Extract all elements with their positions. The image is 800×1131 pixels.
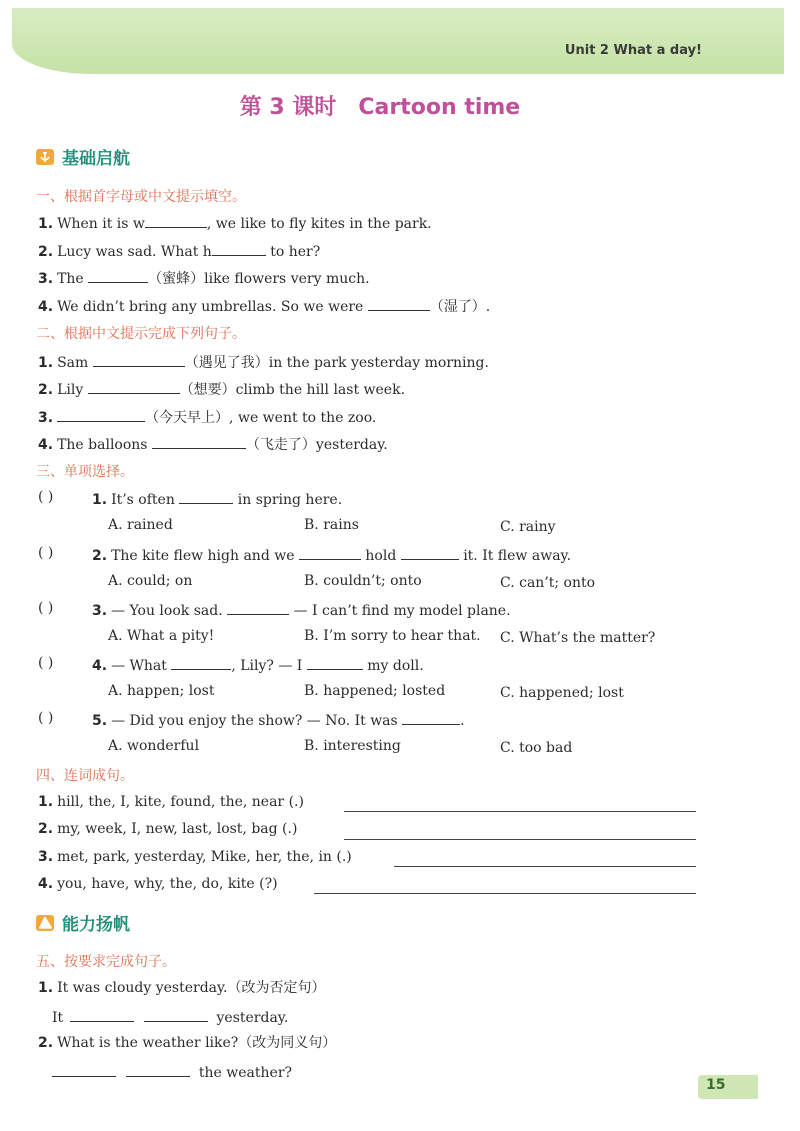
page-number-tab [698,1075,758,1099]
answer-paren[interactable]: ( ) [38,600,54,616]
fill-blank[interactable] [144,1007,208,1022]
question-stem: 3. — You look sad. — I can’t find my model plane. [92,600,511,620]
part4-heading: 四、连词成句。 [36,768,134,784]
lesson-name: Cartoon time [358,95,521,120]
answer-paren[interactable]: ( ) [38,710,54,726]
option-a[interactable]: A. could; on [108,573,193,589]
option-a[interactable]: A. What a pity! [108,628,215,644]
fill-blank[interactable] [145,213,207,228]
option-a[interactable]: A. wonderful [108,738,200,754]
header-band [12,8,784,74]
section-basic: 基础启航 [36,144,130,169]
question-stem: 5. — Did you enjoy the show? — No. It was . [92,710,465,730]
reorder-item: 2. my, week, I, new, last, lost, bag (.) [38,821,298,837]
part2-heading: 二、根据中文提示完成下列句子。 [36,326,246,342]
option-a[interactable]: A. rained [108,517,173,533]
anchor-icon [36,148,56,166]
part1-item: 1. When it is w , we like to fly kites in the park. [38,213,432,233]
question-stem: 1. It’s often in spring here. [92,489,342,509]
question-stem: 4. — What , Lily? — I my doll. [92,655,424,675]
part1-item: 3. The （蜜蜂）like flowers very much. [38,268,370,288]
part1-heading: 一、根据首字母或中文提示填空。 [36,189,246,205]
reorder-item: 1. hill, the, I, kite, found, the, near (.) [38,794,304,810]
fill-blank[interactable] [52,1062,116,1077]
option-b[interactable]: B. rains [304,517,359,533]
part5-answer: It yesterday. [52,1007,288,1027]
part5-question: 2. What is the weather like?（改为同义句） [38,1035,337,1051]
part2-item: 1. Sam （遇见了我）in the park yesterday morning. [38,352,489,372]
fill-blank[interactable] [179,489,233,504]
fill-blank[interactable] [401,545,459,560]
part2-item: 2. Lily （想要）climb the hill last week. [38,379,405,399]
option-b[interactable]: B. interesting [304,738,401,754]
fill-blank[interactable] [299,545,361,560]
option-c[interactable]: C. What’s the matter? [500,630,656,646]
part1-item: 4. We didn’t bring any umbrellas. So we were （湿了）. [38,296,490,316]
part2-item: 4. The balloons （飞走了）yesterday. [38,434,388,454]
fill-blank[interactable] [227,600,289,615]
fill-blank[interactable] [57,407,145,422]
part5-heading: 五、按要求完成句子。 [36,954,176,970]
unit-label: Unit 2 What a day! [564,43,702,58]
answer-paren[interactable]: ( ) [38,489,54,505]
option-c[interactable]: C. happened; lost [500,685,624,701]
part5-answer: the weather? [52,1062,292,1082]
fill-blank[interactable] [70,1007,134,1022]
fill-blank[interactable] [93,352,185,367]
sail-icon [36,914,56,932]
question-stem: 2. The kite flew high and we hold it. It flew away. [92,545,571,565]
answer-line[interactable] [314,893,696,894]
option-c[interactable]: C. can’t; onto [500,575,596,591]
fill-blank[interactable] [368,296,430,311]
part1-item: 2. Lucy was sad. What h to her? [38,241,320,261]
answer-line[interactable] [394,866,696,867]
option-c[interactable]: C. rainy [500,519,556,535]
lesson-title [0,90,760,121]
option-a[interactable]: A. happen; lost [108,683,215,699]
fill-blank[interactable] [171,655,231,670]
fill-blank[interactable] [402,710,460,725]
answer-paren[interactable]: ( ) [38,545,54,561]
answer-line[interactable] [344,839,696,840]
option-b[interactable]: B. couldn’t; onto [304,573,422,589]
reorder-item: 4. you, have, why, the, do, kite (?) [38,876,278,892]
page-number: 15 [706,1077,726,1093]
fill-blank[interactable] [152,434,246,449]
option-c[interactable]: C. too bad [500,740,573,756]
fill-blank[interactable] [307,655,363,670]
section-ability: 能力扬帆 [36,910,130,935]
fill-blank[interactable] [88,268,148,283]
part5-question: 1. It was cloudy yesterday.（改为否定句） [38,980,326,996]
part3-heading: 三、单项选择。 [36,464,134,480]
lesson-number: 第 3 课时 [239,95,337,120]
part2-item: 3. （今天早上）, we went to the zoo. [38,407,376,427]
fill-blank[interactable] [88,379,180,394]
answer-paren[interactable]: ( ) [38,655,54,671]
fill-blank[interactable] [212,241,266,256]
fill-blank[interactable] [126,1062,190,1077]
option-b[interactable]: B. happened; losted [304,683,446,699]
option-b[interactable]: B. I’m sorry to hear that. [304,628,481,644]
answer-line[interactable] [344,811,696,812]
reorder-item: 3. met, park, yesterday, Mike, her, the, in (.) [38,849,352,865]
